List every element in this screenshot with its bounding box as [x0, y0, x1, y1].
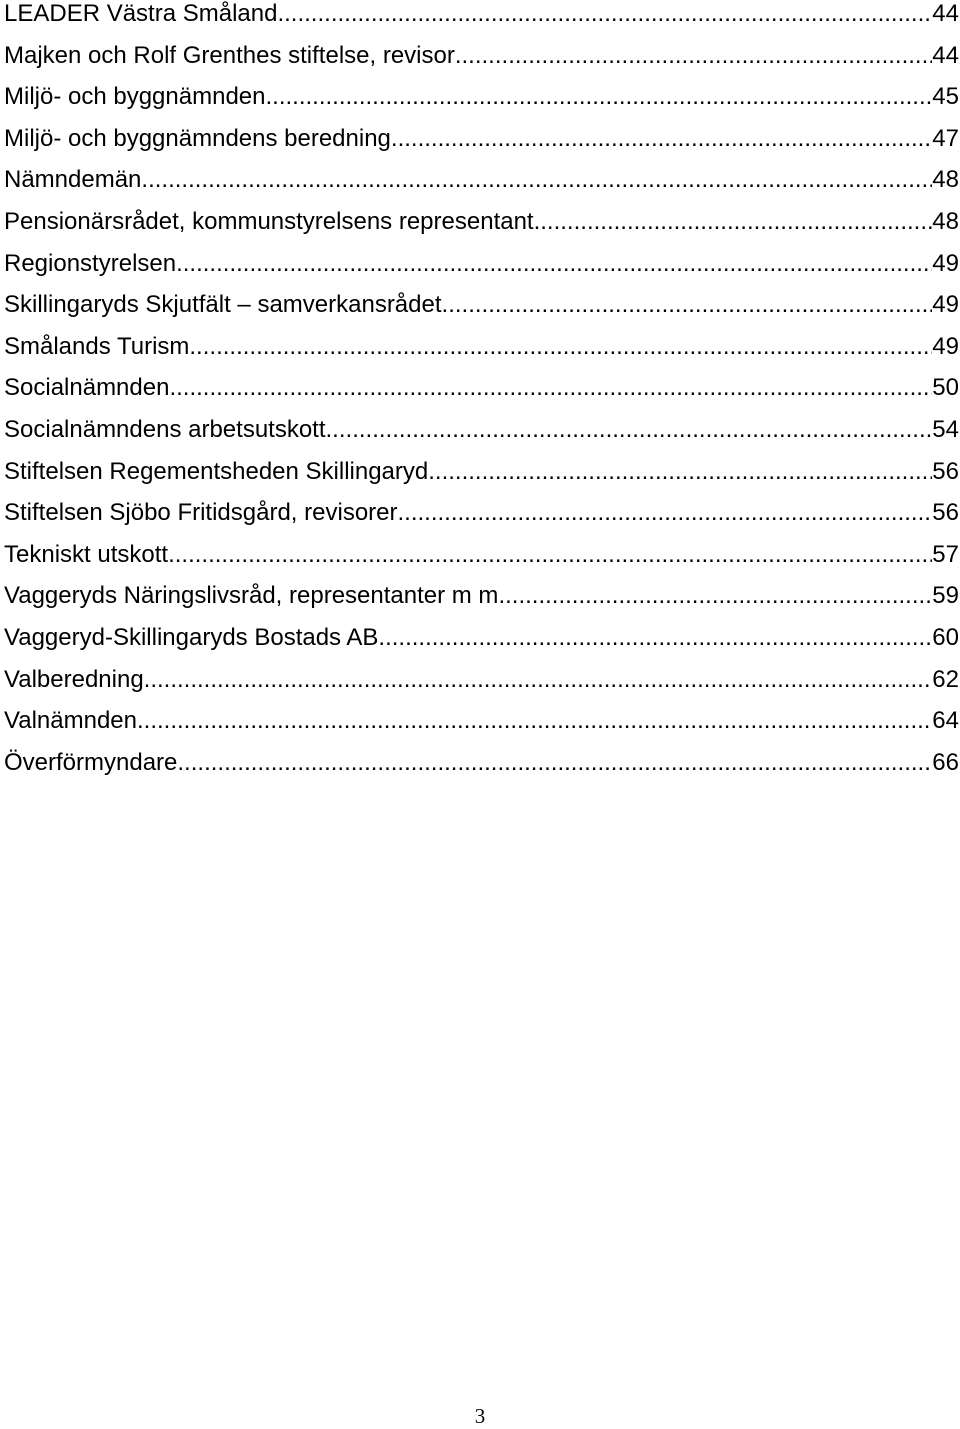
- toc-entry-title: Miljö- och byggnämnden: [4, 83, 266, 111]
- toc-entry-page: 49: [932, 332, 959, 360]
- toc-entry-page: 50: [932, 374, 959, 402]
- toc-entry[interactable]: [4, 159, 959, 201]
- toc-entry[interactable]: [4, 742, 959, 784]
- toc-entry-title: Miljö- och byggnämndens beredning: [4, 124, 391, 152]
- dot-leader: [378, 617, 932, 659]
- toc-entry-page: 45: [932, 83, 959, 111]
- toc-entry[interactable]: [4, 534, 959, 576]
- toc-entry-title: Tekniskt utskott: [4, 540, 169, 568]
- toc-entry-page: 49: [932, 291, 959, 319]
- toc-entry[interactable]: [4, 201, 959, 243]
- dot-leader: [455, 35, 932, 77]
- dot-leader: [144, 659, 933, 701]
- toc-entry[interactable]: [4, 284, 959, 326]
- toc-entry-page: 60: [932, 623, 959, 651]
- toc-entry-title: Socialnämnden: [4, 374, 170, 402]
- dot-leader: [177, 742, 932, 784]
- toc-entry-page: 62: [932, 665, 959, 693]
- toc-entry[interactable]: [4, 118, 959, 160]
- toc-entry-page: 64: [932, 707, 959, 735]
- toc-entry-page: 56: [932, 499, 959, 527]
- toc-entry-page: 47: [932, 124, 959, 152]
- toc-entry[interactable]: [4, 492, 959, 534]
- toc-entry-title: Valberedning: [4, 665, 144, 693]
- toc-entry[interactable]: [4, 326, 959, 368]
- dot-leader: [141, 159, 932, 201]
- dot-leader: [168, 534, 932, 576]
- toc-entry-title: Socialnämndens arbetsutskott: [4, 415, 326, 443]
- toc-entry[interactable]: [4, 367, 959, 409]
- toc-entry[interactable]: [4, 409, 959, 451]
- toc-entry[interactable]: [4, 243, 959, 285]
- toc-entry[interactable]: [4, 617, 959, 659]
- dot-leader: [265, 76, 932, 118]
- toc-entry[interactable]: [4, 35, 959, 77]
- dot-leader: [189, 326, 932, 368]
- toc-entry-title: Smålands Turism: [4, 332, 190, 360]
- toc-entry[interactable]: [4, 76, 959, 118]
- toc-entry-page: 56: [932, 457, 959, 485]
- toc-entry-page: 44: [932, 41, 959, 69]
- toc-entry-title: Vaggeryds Näringslivsråd, representanter m m: [4, 582, 499, 610]
- toc-entry-title: Pensionärsrådet, kommunstyrelsens representant: [4, 207, 534, 235]
- dot-leader: [398, 492, 933, 534]
- dot-leader: [277, 0, 932, 35]
- toc-entry-page: 49: [932, 249, 959, 277]
- toc-entry[interactable]: [4, 575, 959, 617]
- toc-entry-title: Överförmyndare: [4, 748, 178, 776]
- toc-entry-title: Skillingaryds Skjutfält – samverkansrådet: [4, 291, 442, 319]
- toc-entry-page: 57: [932, 540, 959, 568]
- toc-entry-page: 59: [932, 582, 959, 610]
- toc-entry-page: 66: [932, 748, 959, 776]
- toc-entry-page: 54: [932, 415, 959, 443]
- toc-entry[interactable]: [4, 0, 959, 35]
- dot-leader: [428, 451, 932, 493]
- dot-leader: [391, 118, 932, 160]
- toc-entry[interactable]: [4, 659, 959, 701]
- dot-leader: [137, 700, 932, 742]
- dot-leader: [498, 575, 932, 617]
- dot-leader: [534, 201, 933, 243]
- toc-entry-page: 48: [932, 166, 959, 194]
- toc-entry-title: LEADER Västra Småland: [4, 0, 278, 27]
- page-number: 3: [474, 1404, 486, 1428]
- toc-entry[interactable]: [4, 451, 959, 493]
- toc-entry-title: Majken och Rolf Grenthes stiftelse, revisor: [4, 41, 455, 69]
- toc-entry-title: Regionstyrelsen: [4, 249, 177, 277]
- table-of-contents: [4, 0, 959, 783]
- toc-entry-title: Stiftelsen Sjöbo Fritidsgård, revisorer: [4, 499, 398, 527]
- toc-entry[interactable]: [4, 700, 959, 742]
- dot-leader: [176, 243, 932, 285]
- dot-leader: [442, 284, 933, 326]
- toc-entry-title: Vaggeryd-Skillingaryds Bostads AB: [4, 623, 379, 651]
- toc-entry-title: Nämndemän: [4, 166, 142, 194]
- dot-leader: [169, 367, 932, 409]
- toc-entry-page: 48: [932, 207, 959, 235]
- toc-entry-page: 44: [932, 0, 959, 27]
- dot-leader: [326, 409, 933, 451]
- toc-entry-title: Valnämnden: [4, 707, 137, 735]
- toc-entry-title: Stiftelsen Regementsheden Skillingaryd: [4, 457, 429, 485]
